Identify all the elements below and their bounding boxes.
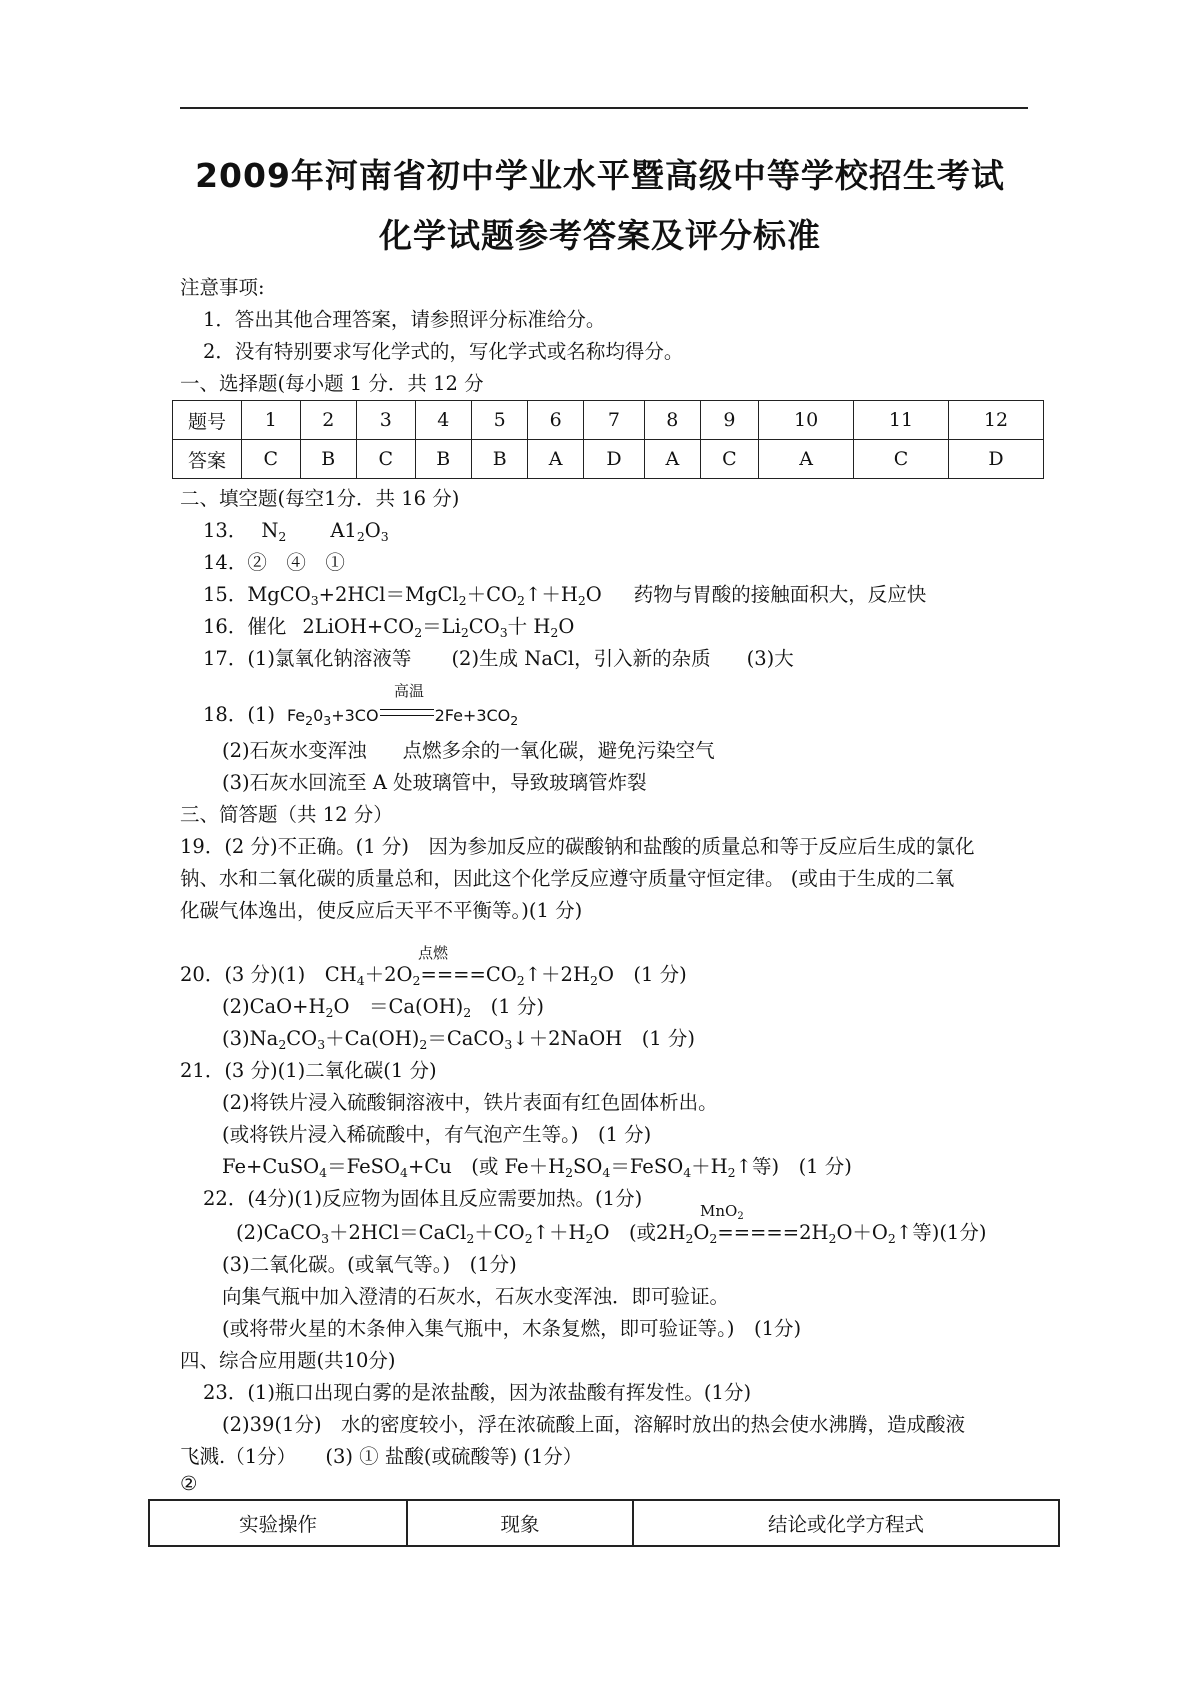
answer-22-line2: $(2)CaCO_3+2HCl=CaCl_2+CO_2↑+H_2O$ (或$2H_2O_2=====2H_2O+O_2↑$等)(1分)	[236, 1221, 987, 1246]
answer-cell: D	[948, 440, 1043, 479]
page-subtitle: 化学试题参考答案及评分标准	[379, 216, 821, 255]
question-number: 6	[528, 401, 584, 440]
answer-21-line1: 21．(3 分)(1)二氧化碳(1 分)	[180, 1059, 437, 1082]
answer-21-line2: (2)将铁片浸入硫酸铜溶液中，铁片表面有红色固体析出。	[222, 1091, 718, 1114]
answer-cell: D	[583, 440, 644, 479]
reaction-condition: MnO$_2$	[700, 1202, 744, 1222]
notes-heading: 注意事项:	[180, 276, 265, 299]
answer-cell: B	[300, 440, 356, 479]
answer-cell: C	[700, 440, 759, 479]
question-number: 8	[645, 401, 701, 440]
answer-19-line: 钠、水和二氧化碳的质量总和，因此这个化学反应遵守质量守恒定律。 (或由于生成的二氧	[180, 867, 955, 890]
question-number: 12	[948, 401, 1043, 440]
section3-heading: 三、简答题（共 12 分）	[180, 803, 393, 826]
answer-20-line2: $(2)CaO+H_2O$ $=Ca(OH)_2$ (1 分)	[222, 995, 544, 1020]
answer-21-line3: (或将铁片浸入稀硫酸中，有气泡产生等。) (1 分)	[222, 1123, 652, 1146]
answer-22-line3: (3)二氧化碳。(或氧气等。) (1分)	[222, 1253, 517, 1276]
question-number: 10	[759, 401, 854, 440]
question-number: 4	[415, 401, 471, 440]
answer-14: 14．② ④ ①	[203, 551, 345, 574]
answer-cell: B	[471, 440, 527, 479]
top-rule	[180, 107, 1028, 109]
section2-heading: 二、填空题(每空1分．共 16 分)	[180, 487, 460, 510]
answer-cell: A	[759, 440, 854, 479]
note-item: 2．没有特别要求写化学式的，写化学式或名称均得分。	[203, 340, 684, 363]
table-row	[149, 1500, 1059, 1546]
answer-23-line1: 23．(1)瓶口出现白雾的是浓盐酸，因为浓盐酸有挥发性。(1分)	[203, 1381, 752, 1404]
answer-19-line: 19．(2 分)不正确。(1 分) 因为参加反应的碳酸钠和盐酸的质量总和等于反应后生成的氯化	[180, 835, 975, 858]
answer-18-part3: (3)石灰水回流至 A 处玻璃管中，导致玻璃管炸裂	[222, 771, 647, 794]
answer-20-line3: $(3)Na_2CO_3+Ca(OH)_2=CaCO_3↓+2NaOH$ (1 分)	[222, 1027, 696, 1052]
answer-16: 16．催化 $2LiOH+CO_2=Li_2CO_3$十 $H_2O$	[203, 615, 575, 640]
question-number: 7	[583, 401, 644, 440]
answer-20-line1: 20．(3 分)(1) $CH_4+2O_2====CO_2↑+2H_2O$ (1 分)	[180, 963, 687, 988]
question-number: 5	[471, 401, 527, 440]
answer-cell: A	[645, 440, 701, 479]
answer-23-line3: 飞溅.（1分） (3) ① 盐酸(或硫酸等) (1分）	[180, 1445, 583, 1468]
reaction-condition: 高温	[394, 682, 425, 700]
answer-19-line: 化碳气体逸出，使反应后天平不平衡等。)(1 分)	[180, 899, 583, 922]
answer-17: 17．(1)氯氧化钠溶液等 (2)生成 NaCl，引入新的杂质 (3)大	[203, 647, 794, 670]
answer-23-line2: (2)39(1分) 水的密度较小，浮在浓硫酸上面，溶解时放出的热会使水沸腾，造成酸液	[222, 1413, 966, 1436]
row-label: 题号	[173, 401, 242, 440]
column-header: 结论或化学方程式	[633, 1500, 1059, 1546]
answer-13: 13． $N_2$ $A1_2O_3$	[203, 519, 389, 544]
answer-cell: B	[415, 440, 471, 479]
reaction-condition: 点燃	[418, 944, 449, 962]
answer-cell: A	[528, 440, 584, 479]
column-header: 实验操作	[149, 1500, 407, 1546]
section1-heading: 一、选择题(每小题 1 分．共 12 分	[180, 372, 484, 395]
answer-22-line4: 向集气瓶中加入澄清的石灰水，石灰水变浑浊．即可验证。	[222, 1285, 730, 1308]
answer-21-line4: Fe+CuSO$_4$＝FeSO$_4$+Cu (或 $Fe+H_2SO_4=FeSO_4+H_2↑$等) (1 分)	[222, 1155, 852, 1180]
question-number: 1	[242, 401, 301, 440]
question-number: 11	[854, 401, 949, 440]
answer-cell: C	[854, 440, 949, 479]
section4-heading: 四、综合应用题(共10分)	[180, 1349, 396, 1372]
question-number: 9	[700, 401, 759, 440]
answer-cell: C	[356, 440, 415, 479]
page-title: 2009年河南省初中学业水平暨高级中等学校招生考试	[195, 156, 1005, 195]
row-label: 答案	[173, 440, 242, 479]
experiment-table	[148, 1499, 1060, 1547]
answer-23-line4: ②	[180, 1472, 198, 1495]
table-row	[173, 401, 1044, 440]
answer-22-line5: (或将带火星的木条伸入集气瓶中，木条复燃，即可验证等。) (1分)	[222, 1317, 802, 1340]
answer-18-part2: (2)石灰水变浑浊 点燃多余的一氧化碳，避免污染空气	[222, 739, 715, 762]
answer-15: 15．$MgCO_3+2HCl=MgCl_2+CO_2↑+H_2O$ 药物与胃酸的接触面积大，反应快	[203, 583, 927, 608]
answer-22-line1: 22．(4分)(1)反应物为固体且反应需要加热。(1分)	[203, 1187, 643, 1210]
answer-18-part1: 18．(1) $Fe_20_3+3CO$ $2Fe+3CO_2$	[203, 703, 519, 728]
answer-cell: C	[242, 440, 301, 479]
question-number: 2	[300, 401, 356, 440]
equals-arrow	[380, 709, 434, 716]
table-row	[173, 440, 1044, 479]
column-header: 现象	[407, 1500, 633, 1546]
question-number: 3	[356, 401, 415, 440]
answer-table	[172, 400, 1044, 479]
note-item: 1．答出其他合理答案，请参照评分标准给分。	[203, 308, 606, 331]
